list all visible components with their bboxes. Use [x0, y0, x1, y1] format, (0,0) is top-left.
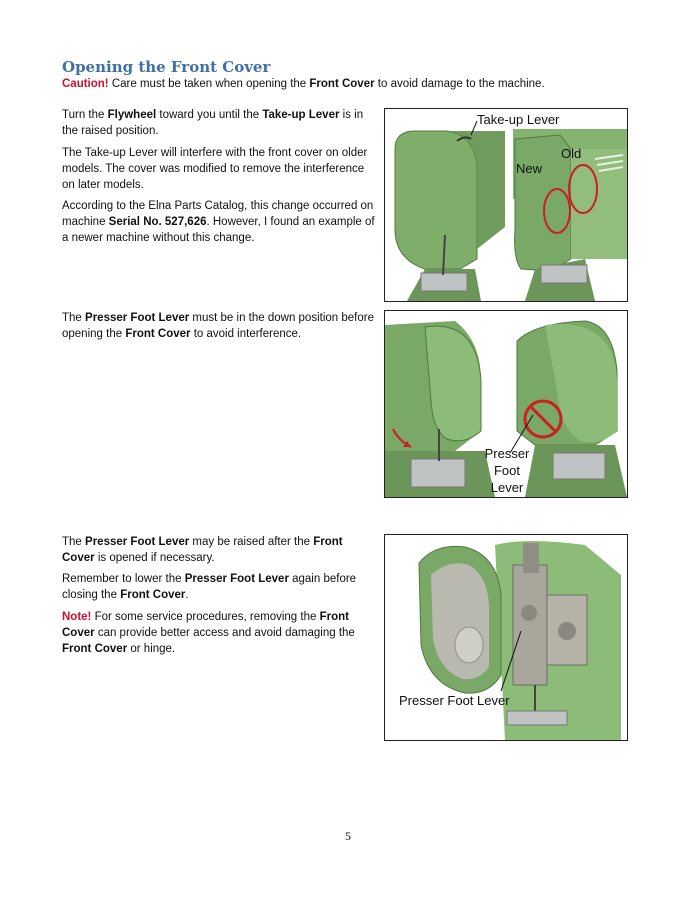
text-run: The — [62, 536, 82, 548]
open-cover-figure — [384, 534, 628, 741]
presser-foot-lever-term: Presser Foot Lever — [184, 573, 289, 585]
serial-term: Serial No. 527,626 — [108, 216, 207, 228]
old-label: Old — [561, 146, 582, 161]
presser-foot-lever-term: Presser Foot Lever — [85, 536, 190, 548]
text-run: Remember to lower the — [62, 573, 182, 585]
text-run: may be raised after the — [192, 536, 311, 548]
flywheel-term: Flywheel — [107, 109, 157, 121]
caution-paragraph — [62, 76, 622, 92]
takeup-lever-photo — [385, 109, 627, 301]
text-run: . However, I found an example of a newer machine without this change. — [62, 216, 375, 244]
presser-foot-photo — [385, 311, 627, 497]
front-cover-term: Front Cover — [120, 589, 186, 601]
takeup-term: Take-up Lever — [262, 109, 340, 121]
presser-raise-paragraph — [62, 534, 377, 566]
front-cover-term: Front Cover — [62, 611, 349, 639]
text-run: The — [62, 312, 82, 324]
text-run: or hinge. — [130, 643, 176, 655]
caution-label: Caution! — [62, 78, 109, 90]
page-number: 5 — [345, 829, 351, 843]
note-label: Note! — [62, 611, 92, 623]
interference-paragraph: The Take-up Lever will interfere with the front cover on older models. The cover was modified to remove the interference on later models. — [62, 147, 368, 191]
text-run: again before closing the — [62, 573, 357, 601]
text-run: Turn the — [62, 109, 105, 121]
note-paragraph — [62, 609, 377, 657]
presser-foot-lever-term: Presser Foot Lever — [85, 312, 190, 324]
page-title: Opening the Front Cover — [62, 58, 271, 76]
text-run: toward you until the — [159, 109, 260, 121]
text-run: must be in the down position before opening the — [62, 312, 374, 340]
text-run: is opened if necessary. — [97, 552, 215, 564]
front-cover-term: Front Cover — [62, 643, 128, 655]
text-run: According to the Elna Parts Catalog, this change occurred on machine — [62, 200, 374, 228]
text-run: . — [185, 589, 189, 601]
presser-lower-paragraph — [62, 571, 377, 603]
serial-paragraph — [62, 198, 377, 246]
presser-foot-lever-label: Presser Foot Lever — [399, 693, 510, 708]
presser-down-paragraph — [62, 310, 377, 342]
open-cover-photo — [385, 535, 627, 740]
takeup-lever-label: Take-up Lever — [477, 112, 560, 127]
text-run: For some service procedures, removing the — [94, 611, 317, 623]
text-run: can provide better access and avoid damaging the — [97, 627, 355, 639]
caution-term: Front Cover — [309, 78, 375, 90]
presser-label-line2: Foot — [493, 463, 521, 478]
caution-text-end: to avoid damage to the machine. — [377, 78, 545, 90]
presser-label-line1: Presser — [484, 446, 530, 461]
new-label: New — [516, 161, 543, 176]
presser-label-line3: Lever — [490, 480, 524, 495]
front-cover-term: Front Cover — [62, 536, 343, 564]
caution-text: Care must be taken when opening the — [111, 78, 307, 90]
text-run: is in the raised position. — [62, 109, 364, 137]
takeup-lever-figure — [384, 108, 628, 302]
presser-foot-figure — [384, 310, 628, 498]
text-run: to avoid interference. — [193, 328, 302, 340]
takeup-paragraph — [62, 107, 377, 139]
front-cover-term: Front Cover — [125, 328, 191, 340]
